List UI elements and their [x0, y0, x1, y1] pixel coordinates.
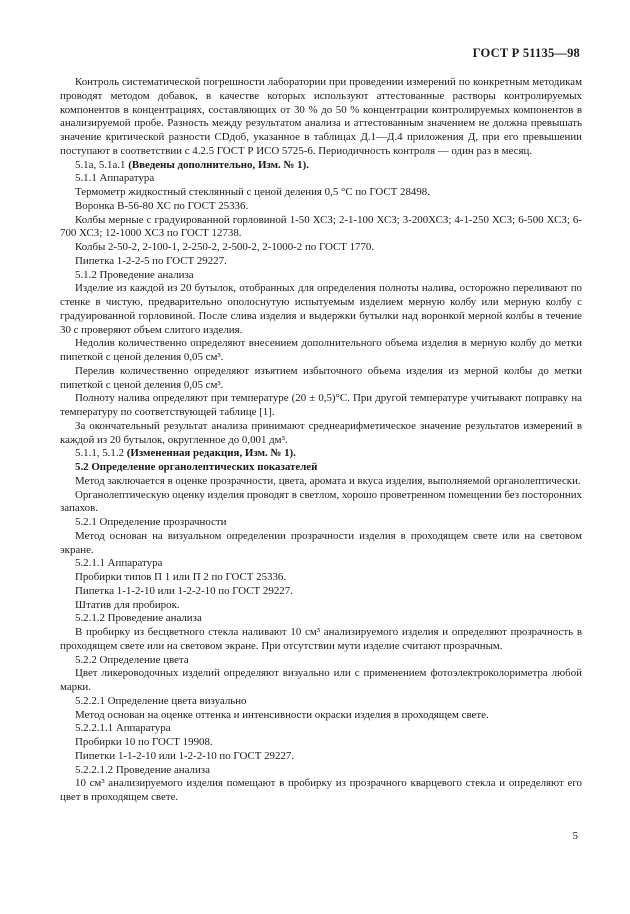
equipment-rack: Штатив для пробирок.: [75, 598, 180, 611]
page-number: 5: [572, 830, 578, 842]
amendment-note-bold: (Измененная редакция, Изм. № 1).: [126, 447, 296, 460]
standard-header: ГОСТ Р 51135—98: [472, 46, 580, 60]
amendment-note-bold: (Введены дополнительно, Изм. № 1).: [128, 158, 309, 171]
paragraph-result: За окончательный результат анализа принимают среднеарифметическое значение результатов измерений в каждой из 20 бутылок, округленное до 0,001 дм³.: [60, 419, 582, 446]
equipment-tubes-10: Пробирки 10 по ГОСТ 19908.: [75, 736, 213, 748]
heading-5-1-2: 5.1.2 Проведение анализа: [75, 268, 194, 281]
equipment-tubes: Пробирки типов П 1 или П 2 по ГОСТ 25336.: [75, 571, 287, 583]
paragraph-color: Цвет ликероводочных изделий определяют визуально или с применением фотоэлектроколориметра любой марки.: [60, 667, 582, 693]
body-text: [60, 76, 582, 805]
paragraph-color-method: Метод основан на оценке оттенка и интенсивности окраски изделия в проходящем свете.: [75, 708, 489, 721]
amendment-note-5-1a: 5.1а, 5.1а.1 (Введены дополнительно, Изм. № 1).: [75, 158, 309, 171]
equipment-thermometer: Термометр жидкостный стеклянный с ценой деления 0,5 °С по ГОСТ 28498.: [75, 186, 430, 198]
paragraph-conditions: Органолептическую оценку изделия проводят в светлом, хорошо проветренном помещении без посторонних запахов.: [60, 488, 582, 515]
equipment-flasks-2: Колбы 2-50-2, 2-100-1, 2-250-2, 2-500-2, 2-1000-2 по ГОСТ 1770.: [75, 241, 375, 253]
heading-5-2-2-1: 5.2.2.1 Определение цвета визуально: [75, 694, 247, 707]
equipment-flasks: Колбы мерные с градуированной горловиной 1-50 ХСЗ; 2-1-100 ХСЗ; 3-200ХСЗ; 4-1-250 ХСЗ; 6-500 ХСЗ; 6-700 ХСЗ; 12-1000 ХСЗ по ГОСТ 12738.: [60, 213, 582, 240]
paragraph-color-procedure: 10 см³ анализируемого изделия помещают в пробирку из прозрачного кварцевого стекла и определяют его цвет в проходящем свете.: [60, 777, 582, 803]
heading-5-2-1-2: 5.2.1.2 Проведение анализа: [75, 612, 202, 625]
heading-5-2-2-1-2: 5.2.2.1.2 Проведение анализа: [75, 763, 210, 776]
paragraph-underfill: Недолив количественно определяют внесением дополнительного объема изделия в мерную колбу до метки пипеткой с ценой деления 0,05 см³.: [60, 337, 582, 363]
paragraph-clarity-method: Метод основан на визуальном определении прозрачности изделия в проходящем свете или на световом экране.: [60, 529, 582, 556]
paragraph-temperature: Полноту налива определяют при температуре (20 ± 0,5)°С. При другой температуре учитывают поправку на температуру по соответствующей таблице [1].: [60, 392, 582, 418]
equipment-funnel: Воронка В-56-80 ХС по ГОСТ 25336.: [75, 199, 249, 212]
equipment-pipette-2: Пипетка 1-1-2-10 или 1-2-2-10 по ГОСТ 29227.: [75, 584, 293, 597]
equipment-pipette: Пипетка 1-2-2-5 по ГОСТ 29227.: [75, 254, 227, 267]
paragraph-method: Метод заключается в оценке прозрачности, цвета, аромата и вкуса изделия, выполняемой органолептически.: [75, 474, 581, 487]
heading-5-2-1-1: 5.2.1.1 Аппаратура: [75, 557, 163, 570]
paragraph-procedure: Изделие из каждой из 20 бутылок, отобранных для определения полноты налива, осторожно переливают по стенке в чистую, предварительно ополоснутую испытуемым изделием мерную колбу или мерную колбу с градуированной горловиной. После слива изделия и выдержки бутылки над воронкой мерной колбы в течение 30 с проверяют объем слитого изделия.: [60, 282, 582, 336]
paragraph-control: Контроль систематической погрешности лаборатории при проведении измерений по конкретным методикам проводят методом добавок, в качестве которых используют аттестованные растворы контролируемых компонентов в концентрациях, составляющих от 30 % до 50 % концентрации контролируемых компонентов в анализируемой пробе. Разность между результатом анализа и аттестованным значением не должна превышать значение критической разности CDдоб, указанное в таблицах Д.1—Д.4 приложения Д, при его превышении поступают в соответствии с 4.2.5 ГОСТ Р ИСО 5725-6. Периодичность контроля — один раз в месяц.: [60, 76, 582, 157]
paragraph-overfill: Перелив количественно определяют изъятием избыточного объема изделия из мерной колбы до метки пипеткой с ценой деления 0,05 см³.: [60, 364, 582, 391]
paragraph-clarity-procedure: В пробирку из бесцветного стекла наливают 10 см³ анализируемого изделия и определяют прозрачность в проходящем свете или на световом экране. При отсутствии мути изделие считают прозрачным.: [60, 626, 582, 652]
heading-5-2-1: 5.2.1 Определение прозрачности: [75, 516, 227, 528]
heading-5-2-2-1-1: 5.2.2.1.1 Аппаратура: [75, 722, 171, 735]
heading-5-1-1: 5.1.1 Аппаратура: [75, 172, 155, 185]
heading-5-2: 5.2 Определение органолептических показателей: [75, 461, 318, 473]
amendment-note-5-1-1: 5.1.1, 5.1.2 (Измененная редакция, Изм. № 1).: [75, 447, 296, 460]
equipment-pipettes-3: Пипетки 1-1-2-10 или 1-2-2-10 по ГОСТ 29227.: [75, 749, 295, 762]
heading-5-2-2: 5.2.2 Определение цвета: [75, 653, 189, 666]
